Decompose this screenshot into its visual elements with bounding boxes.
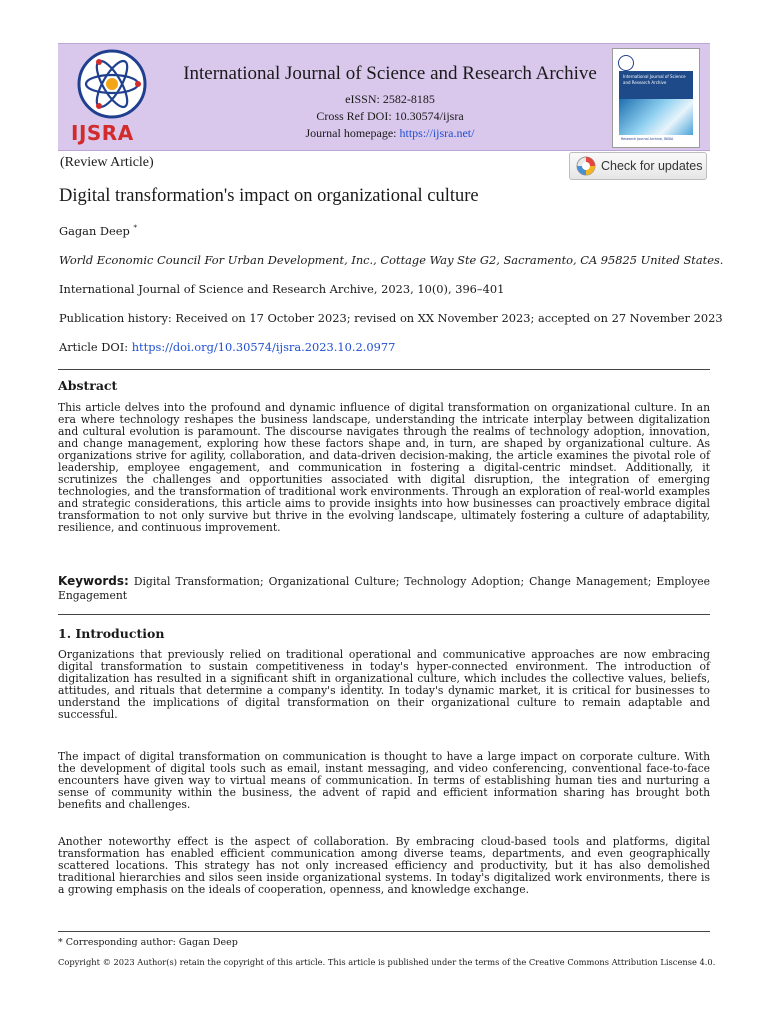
check-updates-label: Check for updates xyxy=(601,159,703,173)
keywords-label: Keywords: xyxy=(58,574,129,588)
cover-top-line: · xyxy=(616,52,617,56)
abstract-heading: Abstract xyxy=(58,378,118,393)
crossref-doi: Cross Ref DOI: 10.30574/ijsra xyxy=(316,109,464,123)
cover-logo-icon xyxy=(618,55,634,71)
intro-paragraph-3: Another noteworthy effect is the aspect of collaboration. By embracing cloud-based tools and platforms, digital transformation has enabled efficient communication among diverse teams, departments, and even geographically scattered locations. This strategy has not only increased efficiency and productivity, but it has also demolished traditional hierarchies and silos seen inside organizational systems. In today's digitalized work environments, there is a growing emphasis on the ideals of cooperation, openness, and knowledge exchange. xyxy=(58,835,710,896)
journal-homepage xyxy=(180,126,600,141)
doi-label: Article DOI: xyxy=(59,340,132,354)
check-for-updates-button[interactable] xyxy=(569,152,707,180)
intro-paragraph-2: The impact of digital transformation on communication is thought to have a large impact on corporate culture. With the development of digital tools such as email, instant messaging, and video conferencing, conventional face-to-face encounters have given way to virtual means of communication. In terms of establishing human ties and nurturing a sense of community within the business, the advent of rapid and efficient information sharing has brought both benefits and challenges. xyxy=(58,750,710,811)
introduction-top-rule xyxy=(58,614,710,615)
cover-image xyxy=(619,99,693,135)
atom-icon xyxy=(65,48,160,120)
journal-cover-thumbnail xyxy=(612,48,700,148)
homepage-label: Journal homepage: xyxy=(305,126,400,140)
check-updates-icon xyxy=(576,156,596,176)
keywords xyxy=(58,574,710,603)
footnote-rule xyxy=(58,931,710,932)
article-title: Digital transformation's impact on organizational culture xyxy=(59,186,479,206)
cover-footer: Research Journal Archive, INDIA xyxy=(621,137,674,141)
ijsra-logo xyxy=(65,48,160,146)
abstract-text: This article delves into the profound and dynamic influence of digital transformation on organizational culture. In an era where technology reshapes the business landscape, understanding the intricate interplay between digitalization and cultural evolution is paramount. The discourse navigates through the realms of technology adoption, innovation, and change management, exploring how these factors shape and, in turn, are shaped by organizational culture. As organizations strive for agility, collaboration, and data-driven decision-making, the article examines the pivotal role of leadership, employee engagement, and communication in fostering a digital-centric mindset. Additionally, it scrutinizes the challenges and opportunities associated with digital disruption, the integration of emerging technologies, and the transformation of traditional work environments. Through an exploration of real-world examples and strategic considerations, this article aims to provide insights into how businesses can proactively embrace digital transformation to not only survive but thrive in the evolving landscape, ultimately fostering a culture of adaptability, resilience, and continuous improvement. xyxy=(58,401,710,534)
logo-text: IJSRA xyxy=(71,121,134,145)
doi-link[interactable]: https://doi.org/10.30574/ijsra.2023.10.2.0977 xyxy=(131,340,396,354)
keywords-text: Digital Transformation; Organizational Culture; Technology Adoption; Change Management; Employee Engagement xyxy=(58,575,710,602)
publication-history: Publication history: Received on 17 October 2023; revised on XX November 2023; accepted on 27 November 2023 xyxy=(59,311,723,325)
citation: International Journal of Science and Research Archive, 2023, 10(0), 396–401 xyxy=(59,282,505,296)
copyright-notice: Copyright © 2023 Author(s) retain the copyright of this article. This article is published under the terms of the Creative Commons Attribution Liscense 4.0. xyxy=(58,957,716,967)
introduction-heading: 1. Introduction xyxy=(58,626,165,641)
homepage-link[interactable]: https://ijsra.net/ xyxy=(399,126,475,140)
journal-title: International Journal of Science and Research Archive xyxy=(183,63,597,84)
author-mark: * xyxy=(133,224,137,233)
author-affiliation: World Economic Council For Urban Development, Inc., Cottage Way Ste G2, Sacramento, CA 95825 United States. xyxy=(59,253,724,267)
cover-title: International Journal of Science and Research Archive xyxy=(619,71,693,99)
eissn: eISSN: 2582-8185 xyxy=(345,92,435,106)
corresponding-author-note: * Corresponding author: Gagan Deep xyxy=(58,937,238,948)
author-line xyxy=(59,224,137,238)
abstract-top-rule xyxy=(58,369,710,370)
author-name: Gagan Deep xyxy=(59,224,130,238)
article-type-label: (Review Article) xyxy=(60,155,154,170)
intro-paragraph-1: Organizations that previously relied on traditional operational and communicative approaches are now embracing digital transformation to sustain competitiveness in today's hyper-connected environment. The introduction of digitalization has resulted in a significant shift in organizational culture, which includes the collective values, beliefs, attitudes, and rituals that determine a company's identity. In today's dynamic market, it is critical for businesses to understand the implications of digital transformation on their organizational culture to remain adaptable and successful. xyxy=(58,648,710,721)
article-doi xyxy=(59,340,395,354)
